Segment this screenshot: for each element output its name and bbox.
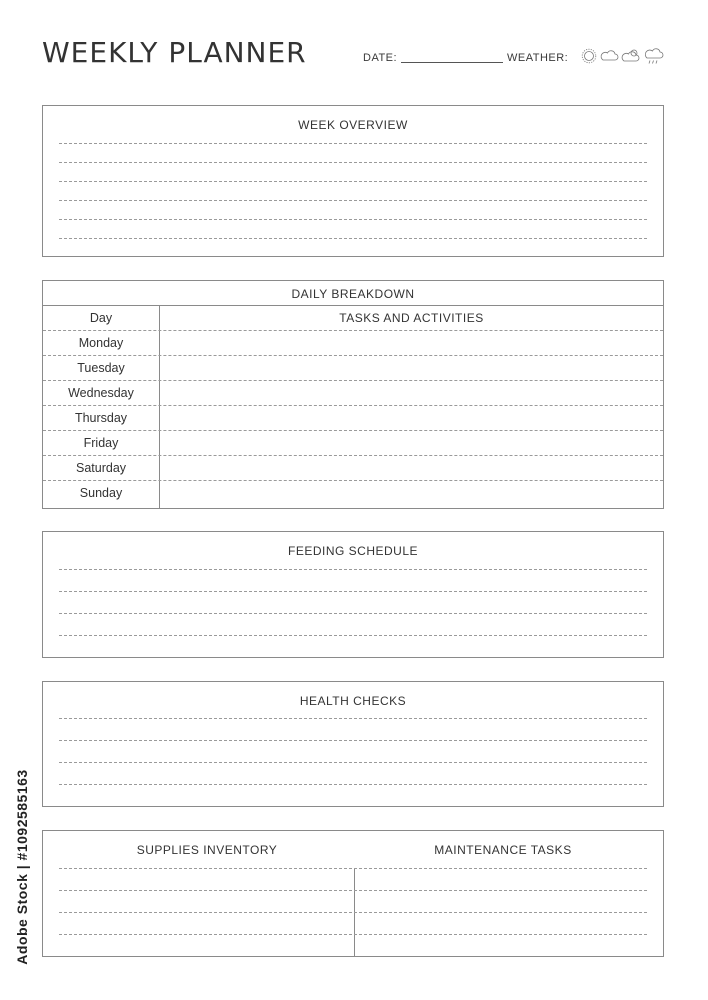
- writing-line[interactable]: [59, 591, 647, 592]
- day-label: Saturday: [75, 461, 127, 475]
- writing-line[interactable]: [59, 912, 647, 913]
- writing-line[interactable]: [59, 143, 647, 144]
- sun-icon[interactable]: [582, 49, 596, 63]
- supplies-maintenance-section: [42, 830, 664, 957]
- health-checks-title: HEALTH CHECKS: [299, 694, 407, 708]
- day-label: Monday: [78, 336, 124, 350]
- rain-cloud-icon[interactable]: [645, 49, 663, 64]
- writing-line[interactable]: [59, 569, 647, 570]
- health-checks-section: [42, 681, 664, 807]
- writing-line[interactable]: [59, 238, 647, 239]
- writing-line[interactable]: [59, 200, 647, 201]
- column-header-tasks: TASKS AND ACTIVITIES: [339, 311, 484, 325]
- weather-icons: [580, 45, 666, 67]
- writing-line[interactable]: [59, 762, 647, 763]
- header-row: [43, 306, 663, 331]
- cloud-icon[interactable]: [601, 51, 618, 60]
- writing-line[interactable]: [59, 219, 647, 220]
- day-row-friday[interactable]: [43, 431, 663, 456]
- day-row-thursday[interactable]: [43, 406, 663, 431]
- day-row-sunday[interactable]: [43, 481, 663, 506]
- writing-line[interactable]: [59, 635, 647, 636]
- date-field[interactable]: [401, 62, 503, 63]
- writing-line[interactable]: [59, 181, 647, 182]
- supplies-inventory-title: SUPPLIES INVENTORY: [136, 843, 278, 857]
- day-row-monday[interactable]: [43, 331, 663, 356]
- writing-line[interactable]: [59, 162, 647, 163]
- maintenance-tasks-title: MAINTENANCE TASKS: [434, 843, 572, 857]
- day-label: Friday: [83, 436, 119, 450]
- partly-cloudy-icon[interactable]: [622, 50, 639, 61]
- writing-line[interactable]: [59, 784, 647, 785]
- column-header-day: Day: [89, 311, 113, 325]
- writing-line[interactable]: [59, 718, 647, 719]
- writing-line[interactable]: [59, 613, 647, 614]
- week-overview-section: [42, 105, 664, 257]
- day-label: Tuesday: [77, 361, 125, 375]
- day-row-saturday[interactable]: [43, 456, 663, 481]
- stock-watermark: [12, 752, 32, 982]
- writing-line[interactable]: [59, 740, 647, 741]
- date-label: DATE:: [363, 52, 398, 64]
- weather-label: WEATHER:: [507, 52, 569, 64]
- watermark-text: Adobe Stock | #1092585163: [14, 769, 30, 965]
- day-label: Thursday: [74, 411, 128, 425]
- feeding-schedule-section: [42, 531, 664, 658]
- day-row-tuesday[interactable]: [43, 356, 663, 381]
- day-label: Sunday: [79, 486, 123, 500]
- day-label: Wednesday: [68, 386, 134, 400]
- week-overview-title: WEEK OVERVIEW: [298, 118, 408, 132]
- daily-breakdown-section: [42, 280, 664, 509]
- writing-line[interactable]: [59, 890, 647, 891]
- writing-line[interactable]: [59, 868, 647, 869]
- page-title: WEEKLY PLANNER: [42, 36, 307, 69]
- writing-line[interactable]: [59, 934, 647, 935]
- daily-breakdown-title: DAILY BREAKDOWN: [291, 287, 415, 301]
- day-row-wednesday[interactable]: [43, 381, 663, 406]
- feeding-schedule-title: FEEDING SCHEDULE: [287, 544, 419, 558]
